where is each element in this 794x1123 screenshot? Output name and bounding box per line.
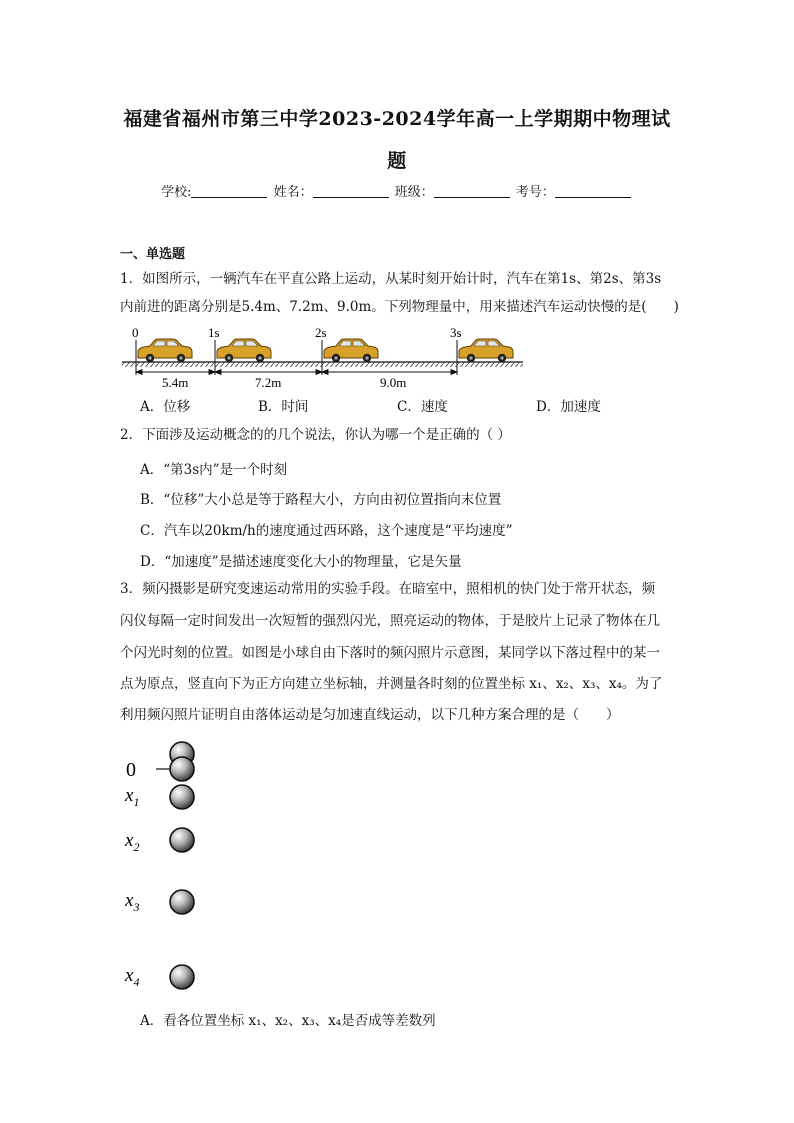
- car-icon: [217, 339, 271, 362]
- q3-stem-line2: 闪仪每隔一定时间发出一次短暂的强烈闪光，照亮运动的物体，于是胶片上记录了物体在几: [120, 613, 660, 629]
- axis-label-x1: $x_1$: [125, 785, 140, 809]
- axis-label-x3: $x_3$: [125, 890, 140, 914]
- distance-label-2: 7.2m: [255, 375, 282, 390]
- q1-stem-line2: 内前进的距离分别是5.4m、7.2m、9.0m。下列物理量中，用来描述汽车运动快慢的是( ): [120, 299, 679, 315]
- time-label-3s: 3s: [450, 325, 462, 340]
- ball-origin: [170, 757, 194, 781]
- q3-strobe-figure: [118, 736, 228, 998]
- q1-option-d[interactable]: D．加速度: [536, 399, 601, 415]
- time-label-1s: 1s: [208, 325, 220, 340]
- axis-label-x2: $x_2$: [125, 830, 140, 854]
- section-title: 一、单选题: [120, 247, 186, 262]
- distance-label-3: 9.0m: [380, 375, 407, 390]
- q3-stem-line5: 利用频闪照片证明自由落体运动是匀加速直线运动，以下几种方案合理的是（ ）: [120, 707, 620, 723]
- q3-stem-line1: 3．频闪摄影是研究变速运动常用的实验手段。在暗室中，照相机的快门处于常开状态，频: [120, 581, 656, 597]
- ball-x3: [170, 890, 194, 914]
- ball-x4: [170, 965, 194, 989]
- student-info-row: [0, 181, 794, 200]
- exam-title-line1: 福建省福州市第三中学2023-2024学年高一上学期期中物理试: [123, 108, 671, 130]
- q3-option-a[interactable]: A．看各位置坐标 x₁、x₂、x₃、x₄是否成等差数列: [140, 1013, 436, 1029]
- q2-option-a[interactable]: A．“第3s内”是一个时刻: [140, 462, 288, 478]
- q2-option-b[interactable]: B．“位移”大小总是等于路程大小，方向由初位置指向末位置: [140, 492, 502, 508]
- exam-title-line2: 题: [387, 150, 407, 172]
- name-blank[interactable]: [313, 185, 389, 198]
- axis-label-origin: 0: [126, 759, 136, 781]
- distance-arrows: [136, 370, 457, 375]
- car-icon: [459, 339, 513, 362]
- q2-option-c[interactable]: C．汽车以20km/h的速度通过西环路，这个速度是“平均速度”: [140, 523, 513, 539]
- q1-option-a[interactable]: A．位移: [140, 399, 191, 415]
- axis-label-x4: $x_4$: [125, 965, 140, 989]
- school-blank[interactable]: [191, 185, 267, 198]
- q3-stem-line4: 点为原点，竖直向下为正方向建立坐标轴，并测量各时刻的位置坐标 x₁、x₂、x₃、x₄。为了: [120, 676, 663, 692]
- q2-stem: 2．下面涉及运动概念的的几个说法，你认为哪一个是正确的（ ）: [120, 427, 511, 443]
- road-hatching: [122, 362, 523, 367]
- q1-stem-line1: 1．如图所示，一辆汽车在平直公路上运动，从某时刻开始计时，汽车在第1s、第2s、第3s: [120, 271, 662, 287]
- ball-x2: [170, 828, 194, 852]
- q3-stem-line3: 个闪光时刻的位置。如图是小球自由下落时的频闪照片示意图，某同学以下落过程中的某一: [120, 645, 660, 661]
- q1-car-figure: [118, 322, 538, 390]
- exam-number-blank[interactable]: [555, 185, 631, 198]
- q1-option-c[interactable]: C．速度: [397, 399, 448, 415]
- car-icon: [324, 339, 378, 362]
- class-label: 班级：: [394, 185, 434, 200]
- distance-label-1: 5.4m: [162, 375, 189, 390]
- car-icon: [138, 339, 192, 362]
- time-label-2s: 2s: [315, 325, 327, 340]
- school-label: 学校:: [161, 185, 192, 200]
- ball-x1: [170, 785, 194, 809]
- class-blank[interactable]: [434, 185, 510, 198]
- q2-option-d[interactable]: D．“加速度”是描述速度变化大小的物理量，它是矢量: [140, 554, 462, 570]
- time-label-0: 0: [132, 325, 139, 340]
- name-label: 姓名：: [273, 185, 313, 200]
- q1-option-b[interactable]: B．时间: [258, 399, 309, 415]
- exam-number-label: 考号：: [515, 185, 555, 200]
